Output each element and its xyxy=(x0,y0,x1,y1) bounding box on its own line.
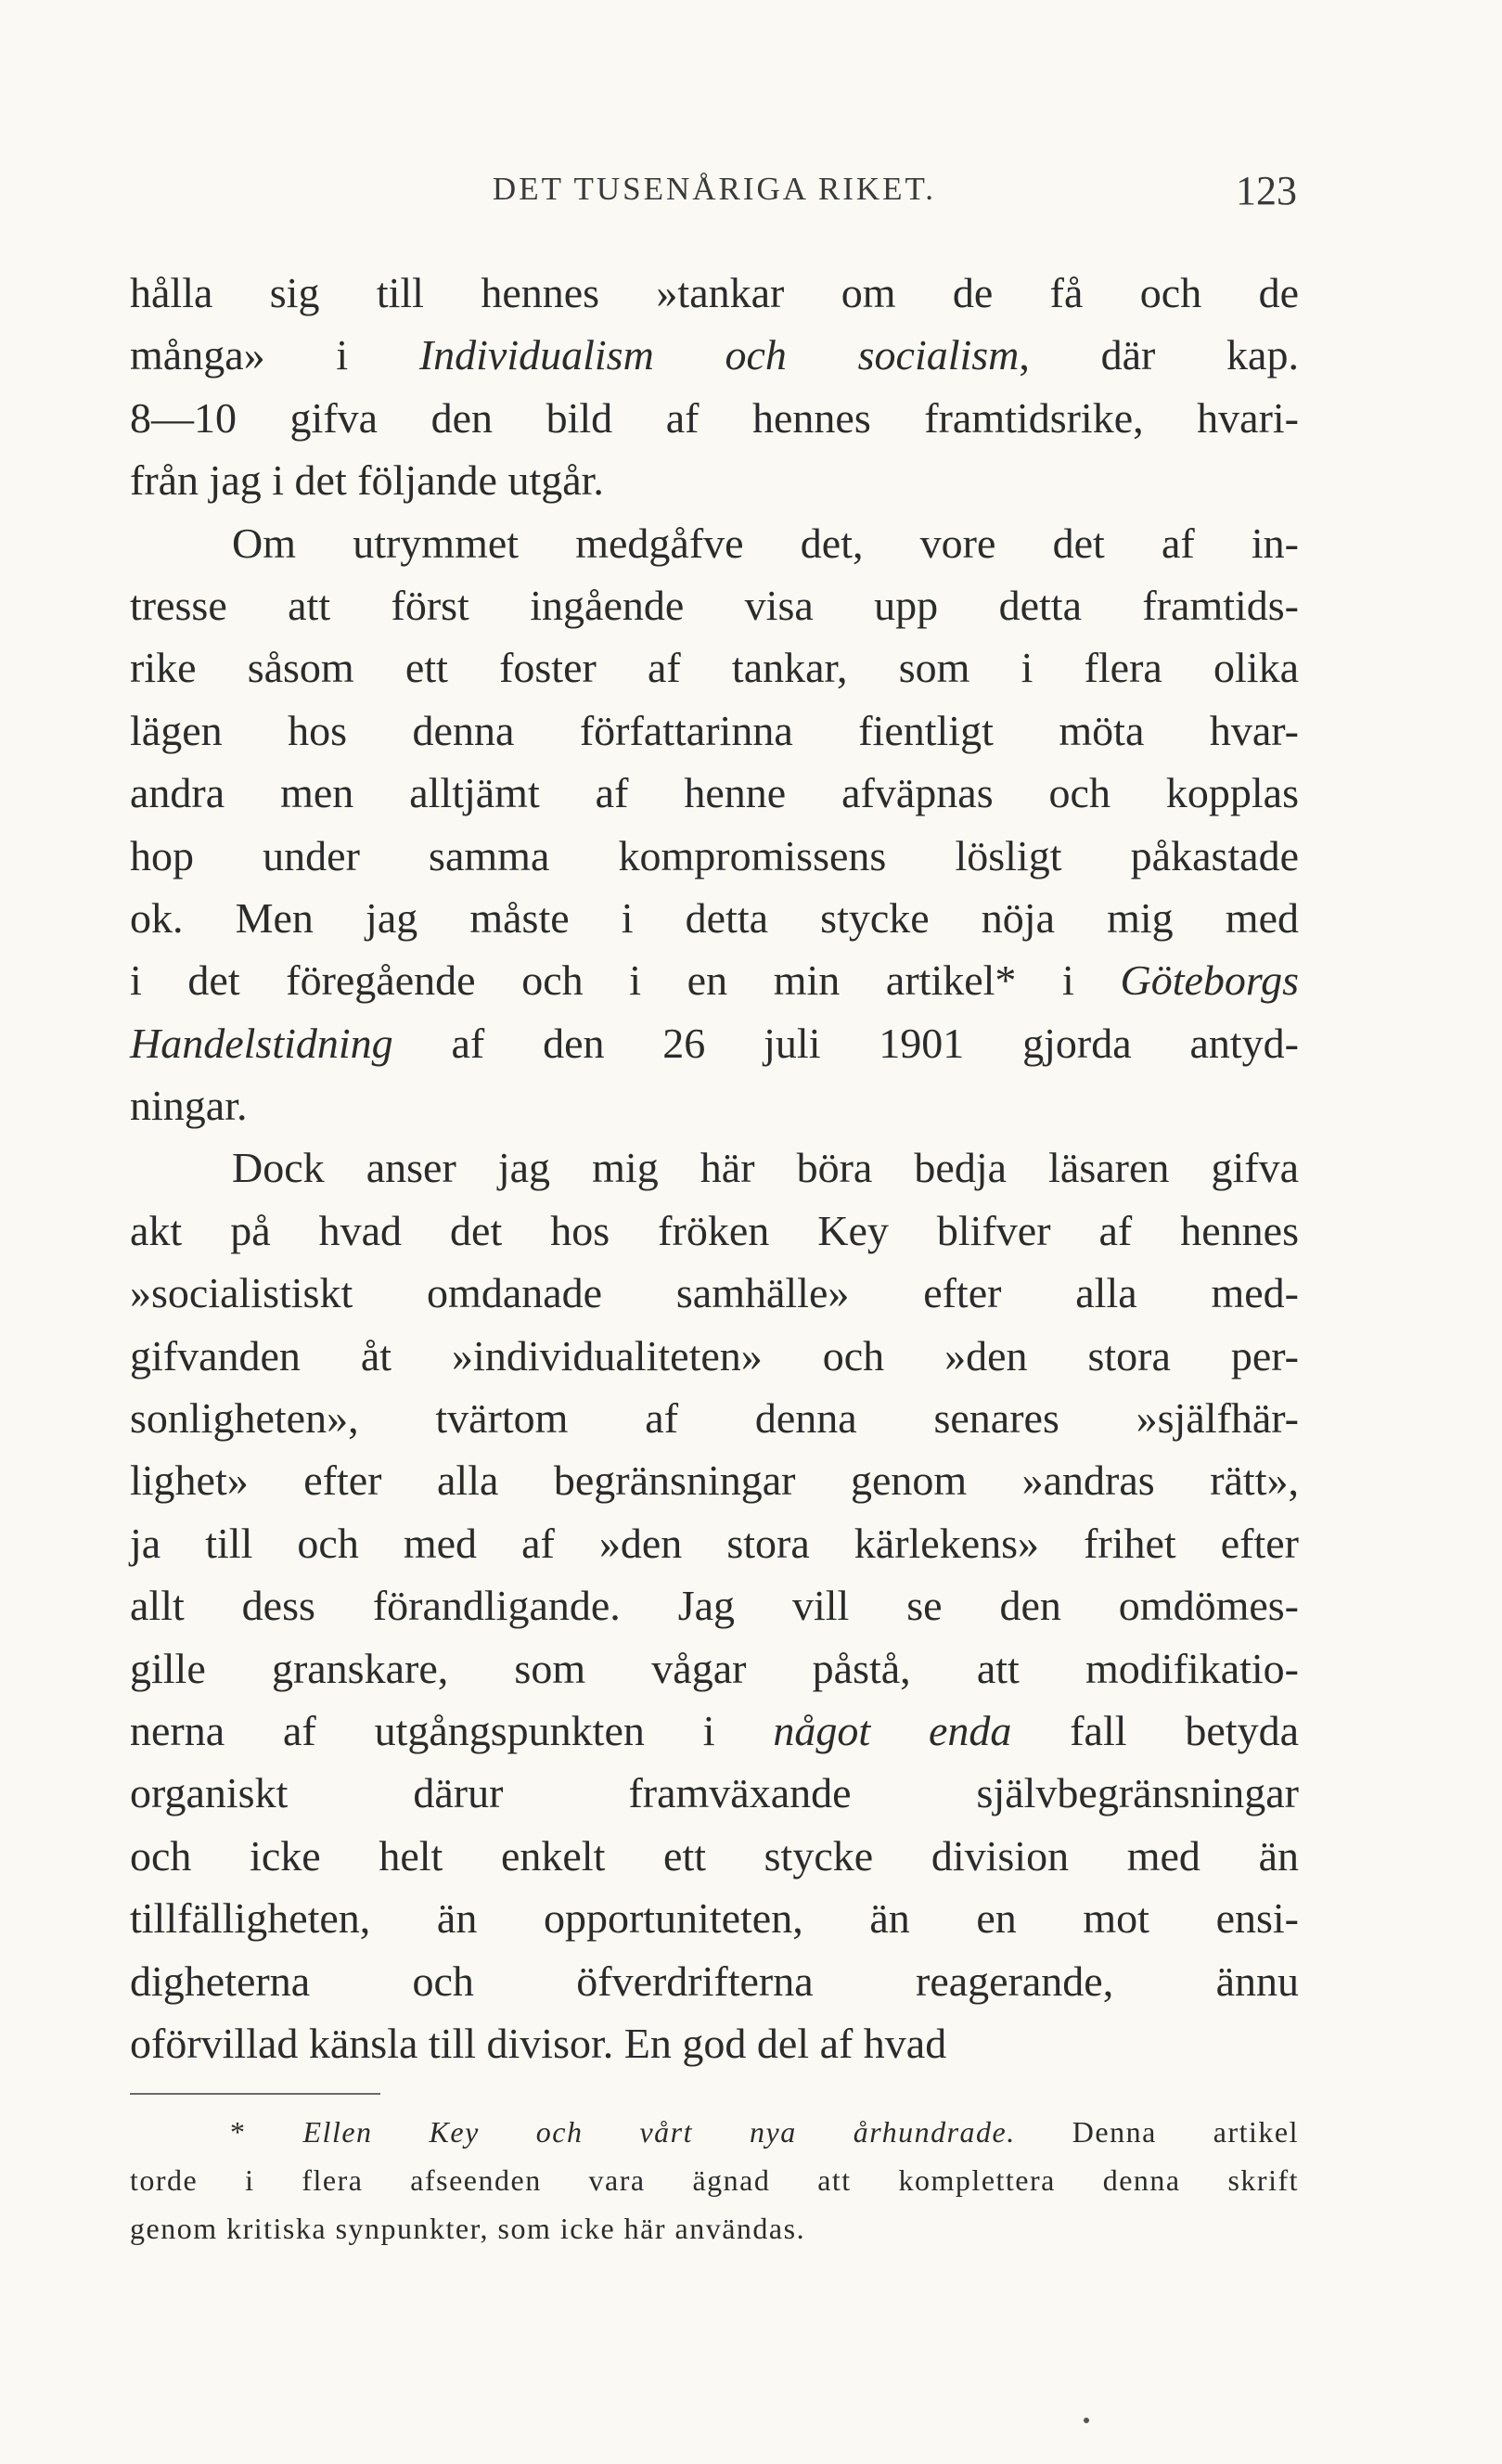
footnote-separator xyxy=(130,2093,380,2095)
page-header xyxy=(130,168,1299,217)
text-run: sonligheten», tvärtom af denna senares »själfhär- xyxy=(130,1394,1299,1443)
text-line xyxy=(130,1449,1299,1511)
text-run: ja till och med af »den stora kärlekens» frihet efter xyxy=(130,1519,1299,1567)
text-line xyxy=(130,636,1299,699)
text-line xyxy=(130,449,1299,511)
text-line xyxy=(130,324,1299,386)
text-run: allt dess förandligande. Jag vill se den omdömes- xyxy=(130,1582,1299,1630)
text-run: hålla sig till hennes »tankar om de få och de xyxy=(130,269,1299,316)
italic-title: Göteborgs xyxy=(1120,956,1299,1005)
text-line xyxy=(130,762,1299,824)
text-line xyxy=(130,1387,1299,1449)
text-run: ningar. xyxy=(130,1082,248,1130)
text-line xyxy=(130,387,1299,449)
text-run: 8—10 gifva den bild af hennes framtidsrike, hvari- xyxy=(130,393,1299,442)
text-run: andra men alltjämt af henne afväpnas och kopplas xyxy=(130,769,1299,817)
running-title: DET TUSENÅRIGA RIKET. xyxy=(492,171,937,207)
text-run: i det föregående och i en min artikel* i xyxy=(130,956,1121,1005)
text-run: Denna artikel xyxy=(1015,2115,1300,2149)
text-line xyxy=(130,1825,1299,1887)
text-run: Om utrymmet medgåfve det, vore det af in- xyxy=(232,519,1299,567)
text-line xyxy=(130,1200,1299,1262)
text-line xyxy=(130,699,1299,762)
body-text xyxy=(130,262,1299,2074)
text-line xyxy=(130,1325,1299,1387)
footnote-line xyxy=(130,2204,1299,2252)
text-run: ok. Men jag måste i detta stycke nöja mig med xyxy=(130,893,1299,942)
italic-title: Handelstidning xyxy=(130,1019,393,1067)
footnote-line xyxy=(130,2156,1299,2204)
text-run: * xyxy=(230,2115,303,2149)
text-run: tresse att först ingående visa upp detta framtids- xyxy=(130,581,1299,629)
footnotes xyxy=(130,2108,1299,2252)
text-line xyxy=(130,1512,1299,1574)
text-line xyxy=(130,1950,1299,2012)
text-line xyxy=(130,574,1299,636)
text-line xyxy=(130,949,1299,1011)
text-run: gille granskare, som vågar påstå, att modifikatio- xyxy=(130,1644,1299,1692)
page-number: 123 xyxy=(1236,168,1297,213)
text-run: torde i flera afseenden vara ägnad att komplettera denna skrift xyxy=(130,2163,1299,2197)
text-run: af den 26 juli 1901 gjorda antyd- xyxy=(392,1019,1299,1067)
text-run: Dock anser jag mig här böra bedja läsaren gifva xyxy=(232,1144,1299,1192)
text-run: fall betyda xyxy=(1011,1706,1299,1754)
text-run: tillfälligheten, än opportuniteten, än en mot ensi- xyxy=(130,1894,1299,1943)
printing-speck xyxy=(1084,2418,1089,2423)
text-run: , där kap. xyxy=(1019,331,1299,379)
text-run: rike såsom ett foster af tankar, som i flera olika xyxy=(130,644,1299,692)
text-line xyxy=(130,1136,1299,1199)
text-line xyxy=(130,262,1299,324)
text-run: »socialistiskt omdanade samhälle» efter alla med- xyxy=(130,1269,1299,1317)
italic-title: något enda xyxy=(773,1706,1012,1754)
text-line xyxy=(130,1762,1299,1824)
text-run: och icke helt enkelt ett stycke division med än xyxy=(130,1831,1299,1880)
italic-title: Ellen Key och vårt nya århundrade. xyxy=(302,2115,1016,2149)
text-line xyxy=(130,1574,1299,1636)
text-line xyxy=(130,887,1299,949)
text-run: hop under samma kompromissens lösligt påkastade xyxy=(130,831,1299,879)
text-line xyxy=(130,1700,1299,1762)
text-run: digheterna och öfverdrifterna reagerande, ännu xyxy=(130,1957,1299,2005)
text-run: oförvillad känsla till divisor. En god del af hvad xyxy=(130,2019,947,2067)
text-line xyxy=(130,512,1299,574)
text-line xyxy=(130,1637,1299,1700)
text-run: många» i xyxy=(130,331,419,379)
text-run: nerna af utgångspunkten i xyxy=(130,1706,774,1754)
text-run: organiskt därur framväxande självbegränsningar xyxy=(130,1769,1299,1817)
text-line xyxy=(130,1887,1299,1949)
text-run: lighet» efter alla begränsningar genom »andras rätt», xyxy=(130,1457,1299,1505)
text-line xyxy=(130,1262,1299,1324)
text-run: från jag i det följande utgår. xyxy=(130,456,604,505)
text-run: lägen hos denna författarinna fientligt möta hvar- xyxy=(130,706,1299,754)
text-line xyxy=(130,1074,1299,1136)
text-run: genom kritiska synpunkter, som icke här användas. xyxy=(130,2212,806,2245)
text-line xyxy=(130,2012,1299,2074)
text-line xyxy=(130,825,1299,887)
text-run: gifvanden åt »individualiteten» och »den stora per- xyxy=(130,1331,1299,1380)
italic-title: Individualism och socialism xyxy=(418,331,1020,379)
footnote-line xyxy=(130,2108,1299,2156)
text-line xyxy=(130,1012,1299,1074)
text-run: akt på hvad det hos fröken Key blifver af hennes xyxy=(130,1206,1299,1254)
